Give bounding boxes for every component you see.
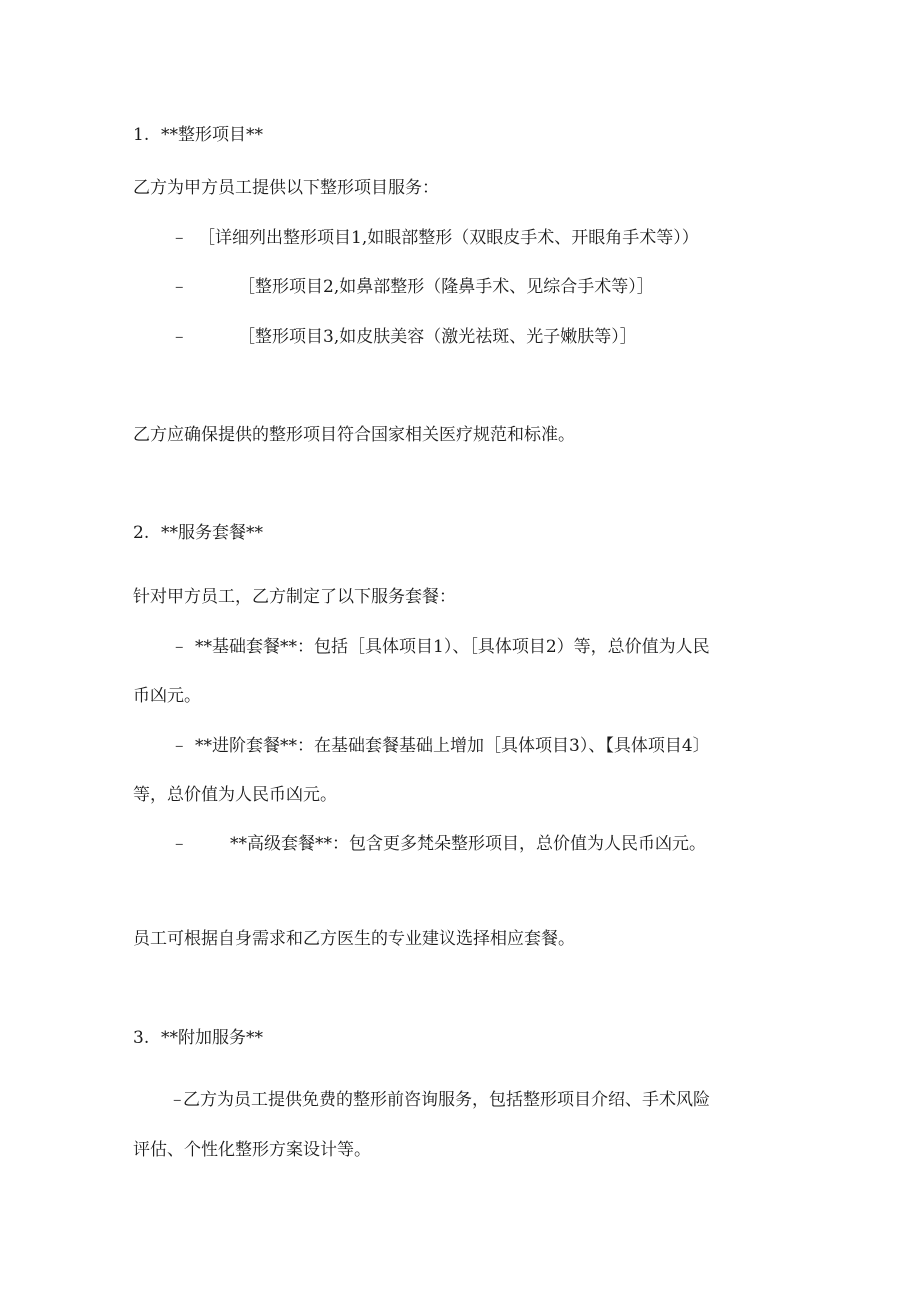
- section-title: **服务套餐**: [161, 523, 263, 543]
- list-item-continuation: 等，总价值为人民币凶元。: [133, 785, 337, 805]
- list-dash: –: [175, 834, 184, 854]
- section-1-closing: 乙方应确保提供的整形项目符合国家相关医疗规范和标准。: [133, 425, 575, 445]
- list-item: ［整形项目3,如皮肤美容（激光祛斑、光子嫩肤等）］: [238, 327, 637, 347]
- section-2-intro: 针对甲方员工，乙方制定了以下服务套餐：: [133, 587, 456, 607]
- list-item: **高级套餐**：包含更多梵朵整形项目，总价值为人民币凶元。: [230, 834, 706, 854]
- list-item: ［整形项目2,如鼻部整形（隆鼻手术、见综合手术等）］: [238, 277, 654, 297]
- section-1-heading: [133, 124, 263, 146]
- list-item: **进阶套餐**：在基础套餐基础上增加［具体项目3）、【具体项目4〕: [195, 736, 710, 756]
- section-title: **整形项目**: [161, 125, 263, 145]
- list-dash: –: [175, 637, 184, 657]
- list-item-continuation: 币凶元。: [133, 686, 201, 706]
- list-dash: –: [175, 277, 184, 297]
- list-dash: –: [173, 1090, 182, 1110]
- list-dash: –: [175, 736, 184, 756]
- list-item: **基础套餐**：包括［具体项目1）、［具体项目2）等，总价值为人民: [195, 637, 710, 657]
- section-number: 2.: [133, 523, 150, 543]
- section-3-heading: [133, 1027, 263, 1049]
- section-number: 3.: [133, 1028, 150, 1048]
- list-item-continuation: 评估、个性化整形方案设计等。: [133, 1140, 371, 1160]
- section-number: 1.: [133, 125, 150, 145]
- section-2-heading: [133, 522, 263, 544]
- section-title: **附加服务**: [161, 1028, 263, 1048]
- list-item: ［详细列出整形项目1,如眼部整形（双眼皮手术、开眼角手术等））: [198, 228, 699, 248]
- section-2-closing: 员工可根据自身需求和乙方医生的专业建议选择相应套餐。: [133, 929, 575, 949]
- section-1-intro: 乙方为甲方员工提供以下整形项目服务：: [133, 178, 439, 198]
- list-dash: –: [175, 228, 184, 248]
- list-dash: –: [175, 327, 184, 347]
- list-item: 乙方为员工提供免费的整形前咨询服务，包括整形项目介绍、手术风险: [183, 1090, 710, 1110]
